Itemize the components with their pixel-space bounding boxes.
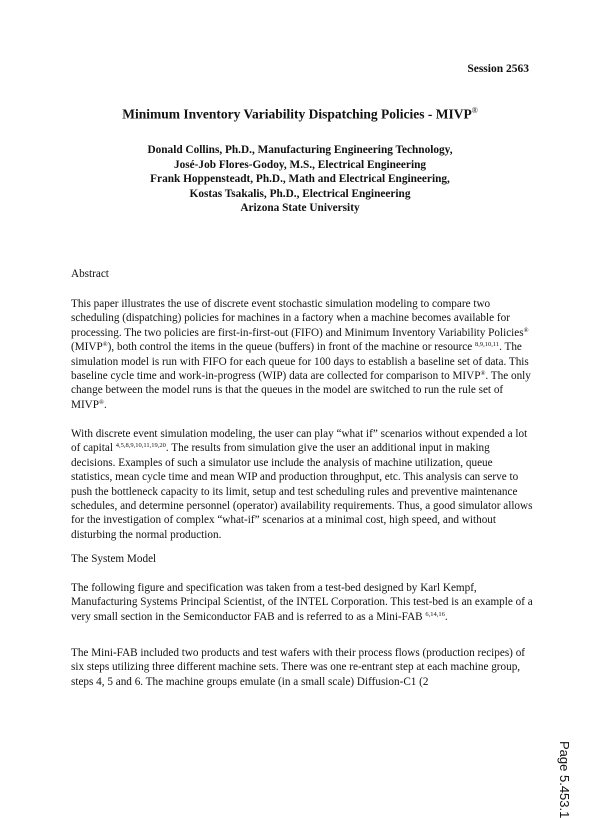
system-model-heading: The System Model [71, 553, 157, 565]
text-run: . The simulation model is run with FIFO for each queue for 100 days to establish a baseline set of data. This baseline cycle time and work-in-progress (WIP) data are collected for comparison to MIVP [71, 341, 529, 383]
system-model-paragraph-1 [71, 581, 533, 624]
citation-ref: 8,9,10,11 [474, 341, 500, 349]
author-line: Donald Collins, Ph.D., Manufacturing Engineering Technology, [147, 144, 453, 156]
page-number-label: Page 5.453.1 [557, 741, 572, 818]
session-number: Session 2563 [467, 63, 529, 75]
registered-mark: ® [471, 106, 478, 115]
text-run: (MIVP [71, 341, 103, 354]
paper-title-text: Minimum Inventory Variability Dispatching Policies - MIVP [122, 106, 472, 122]
abstract-paragraph-1 [71, 297, 533, 412]
text-run: This paper illustrates the use of discrete event stochastic simulation modeling to compare two scheduling (dispatching) policies for machines in a factory when a machine becomes available for processing. The two policies are first-in-first-out (FIFO) and Minimum Inventory Variability Policies [71, 298, 524, 339]
author-block [0, 143, 600, 216]
text-run: With discrete event simulation modeling, the user can play “what if” scenarios without expended a lot of capital [71, 428, 528, 455]
author-line: José-Job Flores-Godoy, M.S., Electrical Engineering [173, 158, 427, 171]
paper-title [0, 106, 600, 123]
registered-mark: ® [480, 370, 486, 378]
citation-ref: 4,5,8,9,10,11,19,20 [115, 442, 166, 450]
text-run: . [444, 610, 448, 623]
text-run: . The results from simulation give the user an additional input in making decisions. Examples of such a simulator use include the analysis of machine utilization, queue statistics, mean cycle time and mean WIP and production throughput, etc. This analysis can serve to push the bottleneck capacity to its limit, setup and test scheduling rules and preventive maintenance schedules, and determine personnel (operator) availability requirements. Thus, a good simulator allows for the investigation of complex “what-if” scenarios at a minimal cost, high speed, and without disturbing the normal production. [71, 442, 533, 541]
abstract-paragraph-2 [71, 427, 533, 542]
abstract-heading: Abstract [71, 268, 109, 280]
author-line: Frank Hoppensteadt, Ph.D., Math and Electrical Engineering, [150, 173, 450, 186]
text-run: ), both control the items in the queue (buffers) in front of the machine or resource [107, 341, 475, 354]
registered-mark: ® [523, 326, 529, 334]
registered-mark: ® [102, 341, 108, 349]
text-run: . [103, 398, 107, 411]
citation-ref: 6,14,16 [425, 610, 445, 618]
author-line: Kostas Tsakalis, Ph.D., Electrical Engineering [189, 187, 411, 200]
affiliation: Arizona State University [240, 202, 360, 215]
text-run: The following figure and specification was taken from a test-bed designed by Karl Kempf, Manufacturing Systems Principal Scientist, of the INTEL Corporation. This test-bed is an example of a very small section in the Semiconductor FAB and is referred to as a Mini-FAB [71, 582, 533, 623]
registered-mark: ® [98, 398, 104, 406]
text-run: . The only change between the model runs is that the queues in the model are switched to run the rule set of MIVP [71, 370, 531, 411]
system-model-paragraph-2: The Mini-FAB included two products and test wafers with their process flows (production recipes) of six steps utilizing three different machine sets. There was one re-entrant step at each machine group, steps 4, 5 and 6. The machine groups emulate (in a small scale) Diffusion-C1 (2 [71, 647, 526, 688]
